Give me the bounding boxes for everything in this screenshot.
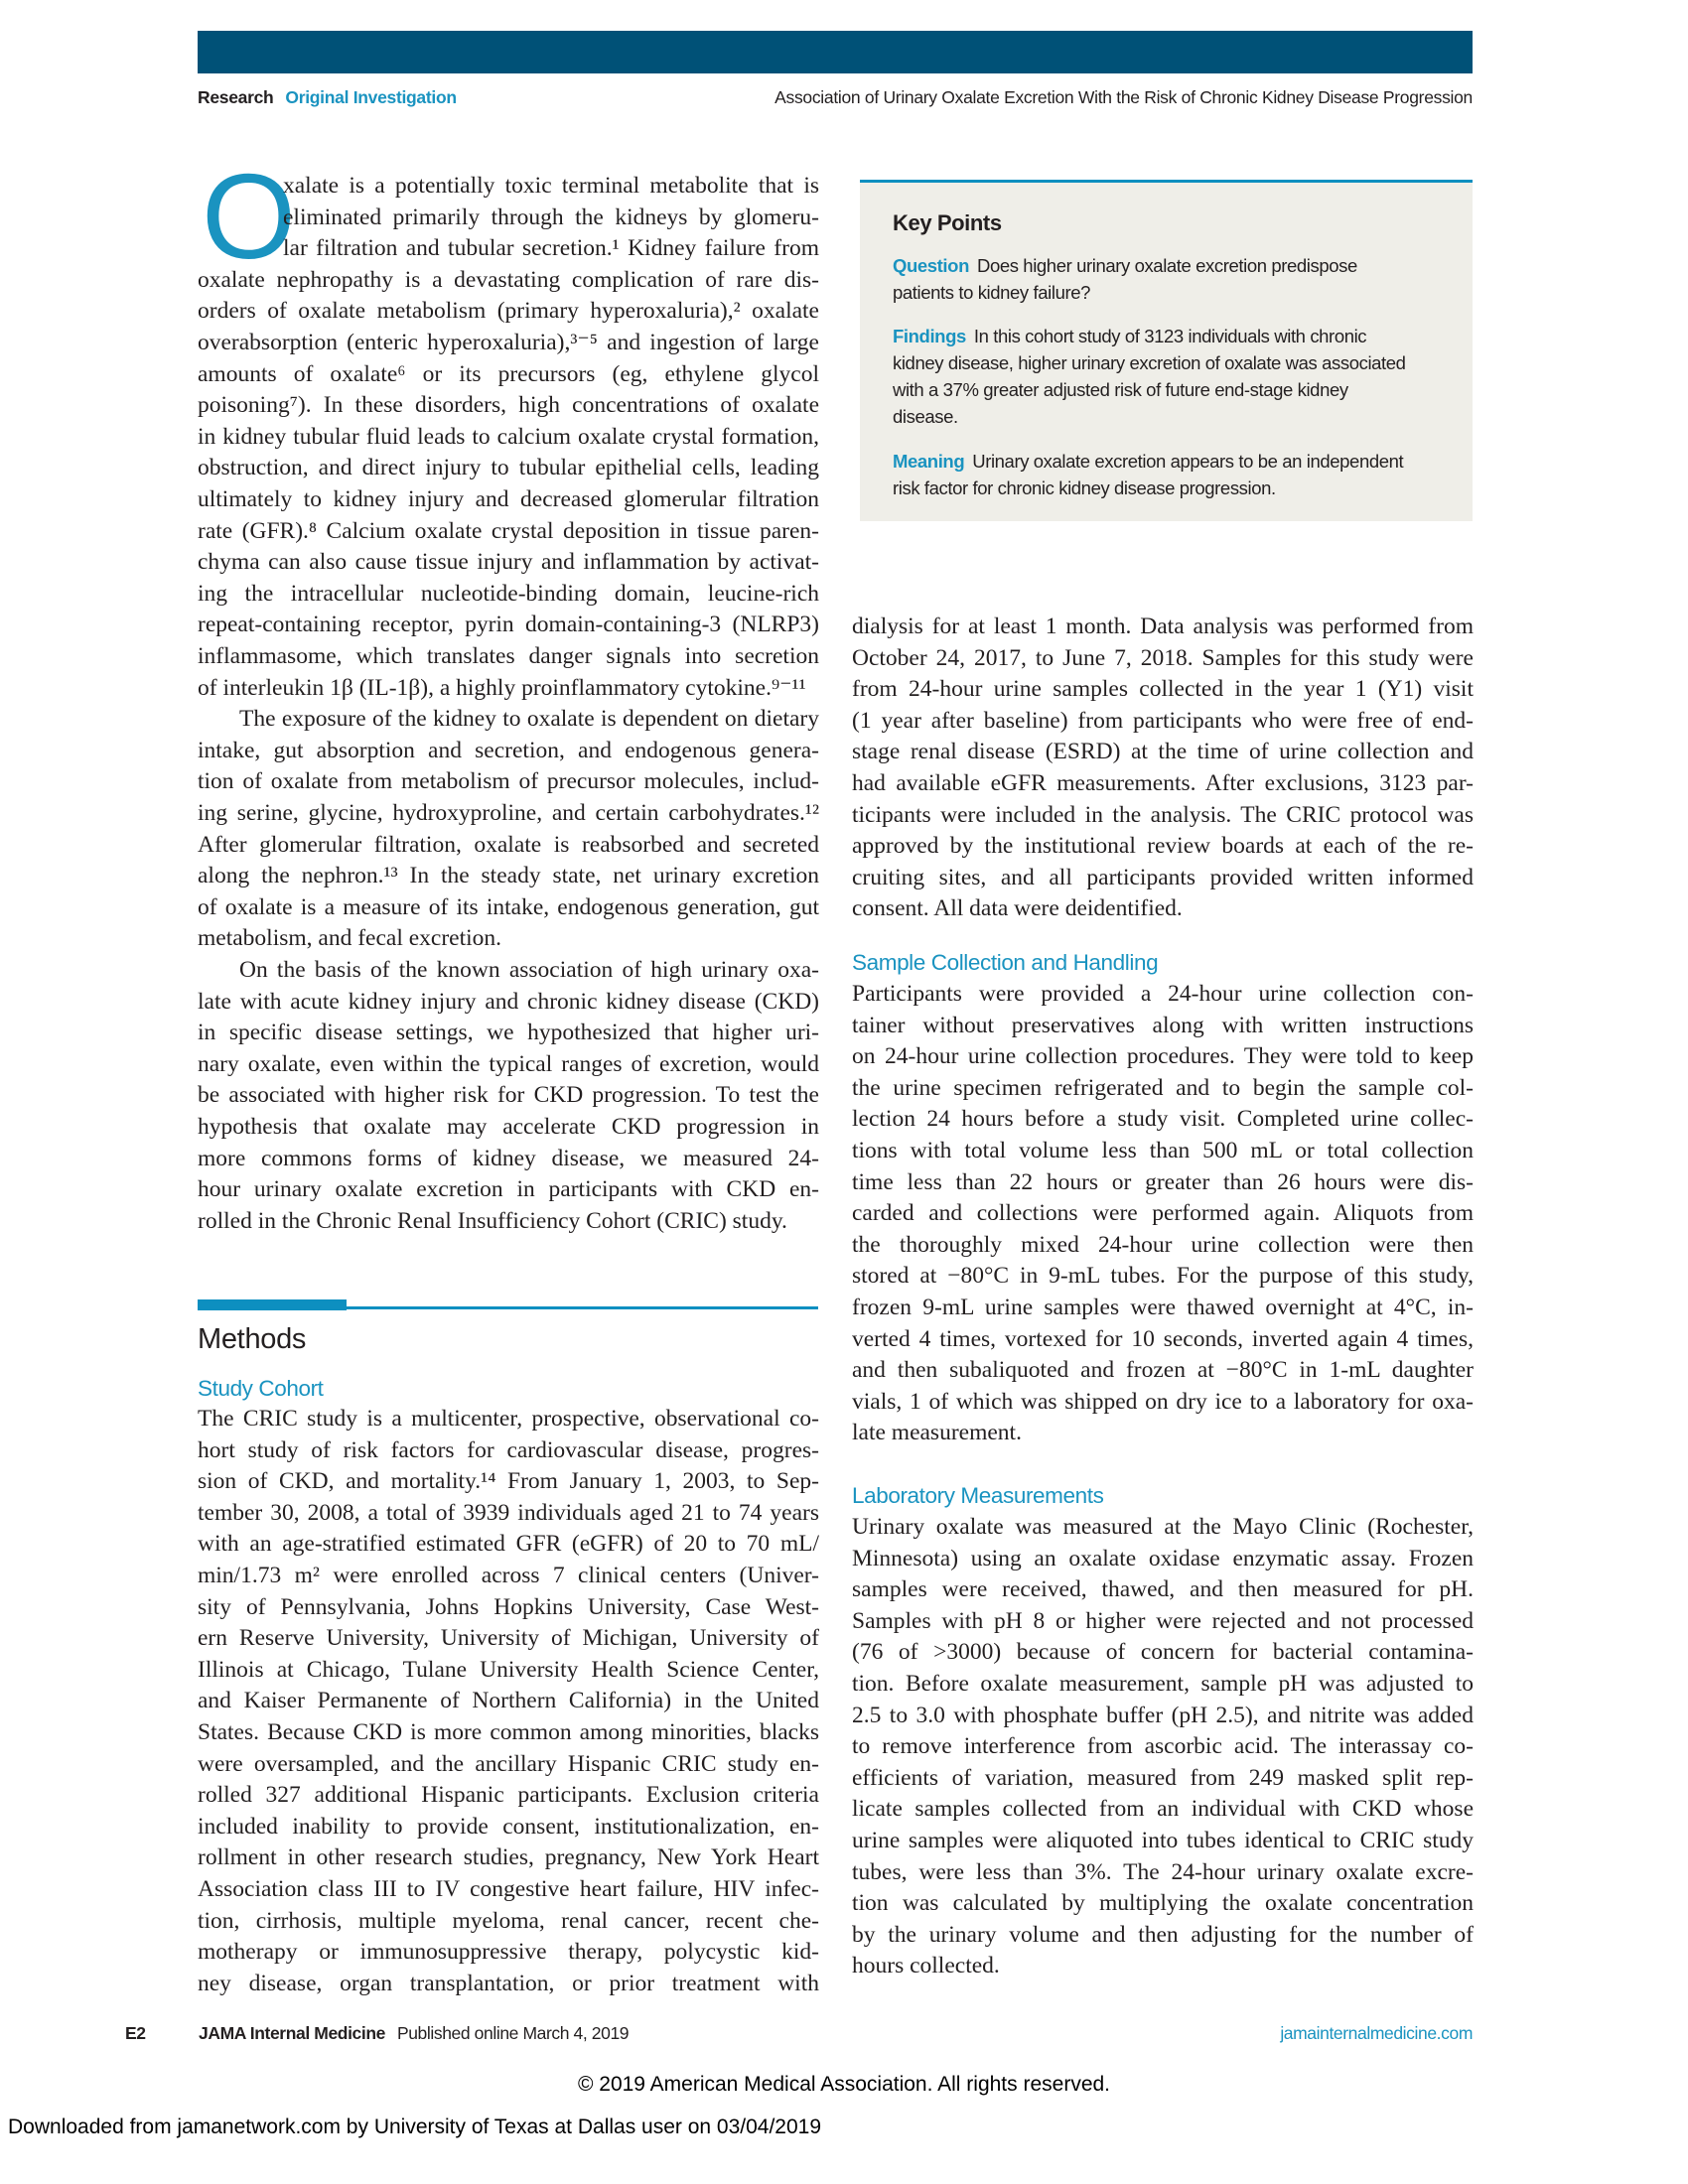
key-point-line [893,448,1403,475]
text-line: chyma can also cause tissue injury and inflammation by activat- [198,549,819,576]
text-line: intake, gut absorption and secretion, and endogenous genera- [198,737,819,763]
text-line: samples were received, thawed, and then measured for pH. [852,1576,1474,1603]
text-line: October 24, 2017, to June 7, 2018. Samples for this study were [852,644,1474,671]
text-line: late measurement. [852,1420,1022,1446]
article-type: Original Investigation [285,87,457,107]
text-line: the thoroughly mixed 24-hour urine collection were then [852,1231,1474,1258]
text-line: stored at −80°C in 9-mL tubes. For the purpose of this study, [852,1263,1474,1290]
key-points-title: Key Points [893,210,1002,235]
text-line: Participants were provided a 24-hour urine collection con- [852,981,1474,1007]
text-line: tubes, were less than 3%. The 24-hour urinary oxalate excre- [852,1858,1474,1885]
text-line: carded and collections were performed again. Aliquots from [852,1200,1474,1227]
text-line: On the basis of the known association of high urinary oxa- [239,957,819,983]
key-point-line [893,403,958,430]
text-line: ney disease, organ transplantation, or prior treatment with [198,1970,819,1996]
text-line: rollment in other research studies, pregnancy, New York Heart [198,1844,819,1871]
drop-cap: O [202,149,296,284]
text-line: (76 of >3000) because of concern for bacterial contamina- [852,1639,1474,1666]
key-point-text: In this cohort study of 3123 individuals with chronic [973,326,1367,346]
key-point-text: patients to kidney failure? [893,282,1090,303]
key-point-label: Meaning [893,451,965,472]
journal-top-bar [198,31,1473,73]
text-line: min/1.73 m² were enrolled across 7 clinical centers (Univer- [198,1563,819,1588]
text-line: 2.5 to 3.0 with phosphate buffer (pH 2.5), and nitrite was added [852,1702,1474,1728]
text-line: eliminated primarily through the kidneys by glomeru- [283,204,819,230]
text-line: ing the intracellular nucleotide-binding domain, leucine-rich [198,580,819,607]
text-line: (1 year after baseline) from participants who were free of end- [852,707,1474,734]
text-line: The CRIC study is a multicenter, prospective, observational co- [198,1406,819,1432]
key-point-label: Findings [893,326,966,346]
page-number: E2 [125,2023,146,2043]
text-line: time less than 22 hours or greater than 26 hours were dis- [852,1168,1474,1195]
study-cohort-heading: Study Cohort [198,1376,324,1401]
text-line: amounts of oxalate⁶ or its precursors (eg, ethylene glycol [198,360,819,387]
text-line: tion, cirrhosis, multiple myeloma, renal cancer, recent che- [198,1907,819,1934]
text-line: to remove interference from ascorbic acid. The interassay co- [852,1733,1474,1760]
text-line: the urine specimen refrigerated and to begin the sample col- [852,1074,1474,1101]
text-line: tainer without preservatives along with written instructions [852,1012,1474,1038]
text-line: efficients of variation, measured from 249 masked split rep- [852,1764,1474,1791]
text-line: hypothesis that oxalate may accelerate CKD progression in [198,1114,819,1140]
text-line: hort study of risk factors for cardiovascular disease, progres- [198,1436,819,1463]
text-line: Association class III to IV congestive heart failure, HIV infec- [198,1876,819,1902]
text-line: inflammasome, which translates danger signals into secretion [198,643,819,669]
text-line: verted 4 times, vortexed for 10 seconds, inverted again 4 times, [852,1325,1474,1352]
key-point-line [893,475,1276,501]
methods-heading: Methods [198,1323,307,1355]
text-line: sity of Pennsylvania, Johns Hopkins University, Case West- [198,1593,819,1620]
journal-website-link[interactable]: jamainternalmedicine.com [1280,2023,1473,2043]
text-line: vials, 1 of which was shipped on dry ice to a laboratory for oxa- [852,1388,1474,1415]
sample-collection-heading: Sample Collection and Handling [852,950,1159,975]
text-line: be associated with higher risk for CKD progression. To test the [198,1082,819,1109]
text-line: stage renal disease (ESRD) at the time of urine collection and [852,739,1474,765]
text-line: on 24-hour urine collection procedures. They were told to keep [852,1043,1474,1070]
section-label [198,85,457,109]
key-point-line [893,252,1357,279]
text-line: tion was calculated by multiplying the oxalate concentration [852,1890,1474,1917]
text-line: metabolism, and fecal excretion. [198,925,502,952]
key-point-line [893,349,1406,376]
section-name: Research [198,87,274,107]
text-line: hours collected. [852,1953,1000,1979]
text-line: Urinary oxalate was measured at the Mayo Clinic (Rochester, [852,1514,1474,1540]
text-line: Illinois at Chicago, Tulane University Health Science Center, [198,1656,819,1683]
text-line: with an age-stratified estimated GFR (eGFR) of 20 to 70 mL/ [198,1531,819,1558]
text-line: ing serine, glycine, hydroxyproline, and certain carbohydrates.¹² [198,800,819,826]
text-line: were oversampled, and the ancillary Hispanic CRIC study en- [198,1750,819,1777]
text-line: from 24-hour urine samples collected in the year 1 (Y1) visit [852,676,1474,703]
text-line: oxalate nephropathy is a devastating complication of rare dis- [198,266,819,293]
text-line: along the nephron.¹³ In the steady state, net urinary excretion [198,863,819,889]
key-point-text: Does higher urinary oxalate excretion predispose [976,255,1357,276]
text-line: motherapy or immunosuppressive therapy, polycystic kid- [198,1939,819,1966]
text-line: and then subaliquoted and frozen at −80°C in 1-mL daughter [852,1357,1474,1384]
text-line: After glomerular filtration, oxalate is reabsorbed and secreted [198,831,819,858]
text-line: sion of CKD, and mortality.¹⁴ From January 1, 2003, to Sep- [198,1468,819,1495]
text-line: tions with total volume less than 500 mL or total collection [852,1138,1474,1163]
text-line: overabsorption (enteric hyperoxaluria),³⁻⁵ and ingestion of large [198,330,819,355]
key-point-text: risk factor for chronic kidney disease progression. [893,478,1276,498]
text-line: had available eGFR measurements. After exclusions, 3123 par- [852,770,1474,796]
text-line: tember 30, 2008, a total of 3939 individuals aged 21 to 74 years [198,1499,819,1526]
text-line: ticipants were included in the analysis. The CRIC protocol was [852,801,1474,828]
text-line: nary oxalate, even within the typical ranges of excretion, would [198,1050,819,1077]
text-line: rate (GFR).⁸ Calcium oxalate crystal deposition in tissue paren- [198,517,819,544]
text-line: ern Reserve University, University of Michigan, University of [198,1625,819,1652]
key-point-text: Urinary oxalate excretion appears to be an independent [972,451,1404,472]
text-line: Samples with pH 8 or higher were rejected and not processed [852,1607,1474,1634]
text-line: tion. Before oxalate measurement, sample pH was adjusted to [852,1671,1474,1697]
key-point-text: disease. [893,406,958,427]
text-line: The exposure of the kidney to oxalate is dependent on dietary [239,706,819,733]
key-point-text: with a 37% greater adjusted risk of future end-stage kidney [893,379,1348,400]
key-point-label: Question [893,255,969,276]
text-line: rolled 327 additional Hispanic participants. Exclusion criteria [198,1782,819,1809]
text-line: xalate is a potentially toxic terminal metabolite that is [283,173,819,199]
key-point-line [893,376,1348,403]
download-notice: Downloaded from jamanetwork.com by University of Texas at Dallas user on 03/04/2019 [8,2116,822,2138]
text-line: lar filtration and tubular secretion.¹ Kidney failure from [283,235,819,262]
text-line: more commons forms of kidney disease, we measured 24- [198,1145,819,1171]
text-line: cruiting sites, and all participants provided written informed [852,864,1474,890]
text-line: Minnesota) using an oxalate oxidase enzymatic assay. Frozen [852,1545,1474,1571]
text-line: of interleukin 1β (IL-1β), a highly proinflammatory cytokine.⁹⁻¹¹ [198,674,806,701]
text-line: licate samples collected from an individual with CKD whose [852,1796,1474,1823]
key-point-line [893,323,1366,349]
text-line: frozen 9-mL urine samples were thawed overnight at 4°C, in- [852,1295,1474,1320]
laboratory-heading: Laboratory Measurements [852,1483,1104,1508]
text-line: tion of oxalate from metabolism of precursor molecules, includ- [198,768,819,795]
text-line: in kidney tubular fluid leads to calcium oxalate crystal formation, [198,423,819,450]
key-point-line [893,279,1090,306]
text-line: rolled in the Chronic Renal Insufficiency Cohort (CRIC) study. [198,1207,787,1234]
text-line: by the urinary volume and then adjusting for the number of [852,1921,1474,1948]
text-line: urine samples were aliquoted into tubes identical to CRIC study [852,1828,1474,1853]
text-line: consent. All data were deidentified. [852,895,1183,922]
key-points-box [860,180,1473,521]
text-line: obstruction, and direct injury to tubular epithelial cells, leading [198,455,819,481]
key-point-text: kidney disease, higher urinary excretion of oxalate was associated [893,352,1406,373]
text-line: hour urinary oxalate excretion in participants with CKD en- [198,1176,819,1203]
text-line: dialysis for at least 1 month. Data analysis was performed from [852,614,1474,639]
text-line: orders of oxalate metabolism (primary hyperoxaluria),² oxalate [198,298,819,325]
publication-date: Published online March 4, 2019 [396,2023,630,2043]
text-line: late with acute kidney injury and chronic kidney disease (CKD) [198,988,819,1015]
copyright-notice: © 2019 American Medical Association. All rights reserved. [577,2073,1111,2096]
journal-name: JAMA Internal Medicine [199,2023,385,2043]
journal-citation [199,2023,629,2044]
running-title: Association of Urinary Oxalate Excretion With the Risk of Chronic Kidney Disease Progression [774,87,1473,107]
text-line: approved by the institutional review boards at each of the re- [852,833,1474,860]
text-line: poisoning⁷). In these disorders, high concentrations of oxalate [198,392,819,419]
text-line: lection 24 hours before a study visit. Completed urine collec- [852,1106,1474,1133]
text-line: in specific disease settings, we hypothesized that higher uri- [198,1020,819,1046]
text-line: included inability to provide consent, institutionalization, en- [198,1813,819,1840]
text-line: ultimately to kidney injury and decreased glomerular filtration [198,486,819,512]
text-line: of oxalate is a measure of its intake, endogenous generation, gut [198,893,819,920]
methods-divider-accent [198,1299,347,1310]
text-line: States. Because CKD is more common among minorities, blacks [198,1719,819,1745]
text-line: and Kaiser Permanente of Northern California) in the United [198,1688,819,1714]
text-line: repeat-containing receptor, pyrin domain-containing-3 (NLRP3) [198,612,819,638]
